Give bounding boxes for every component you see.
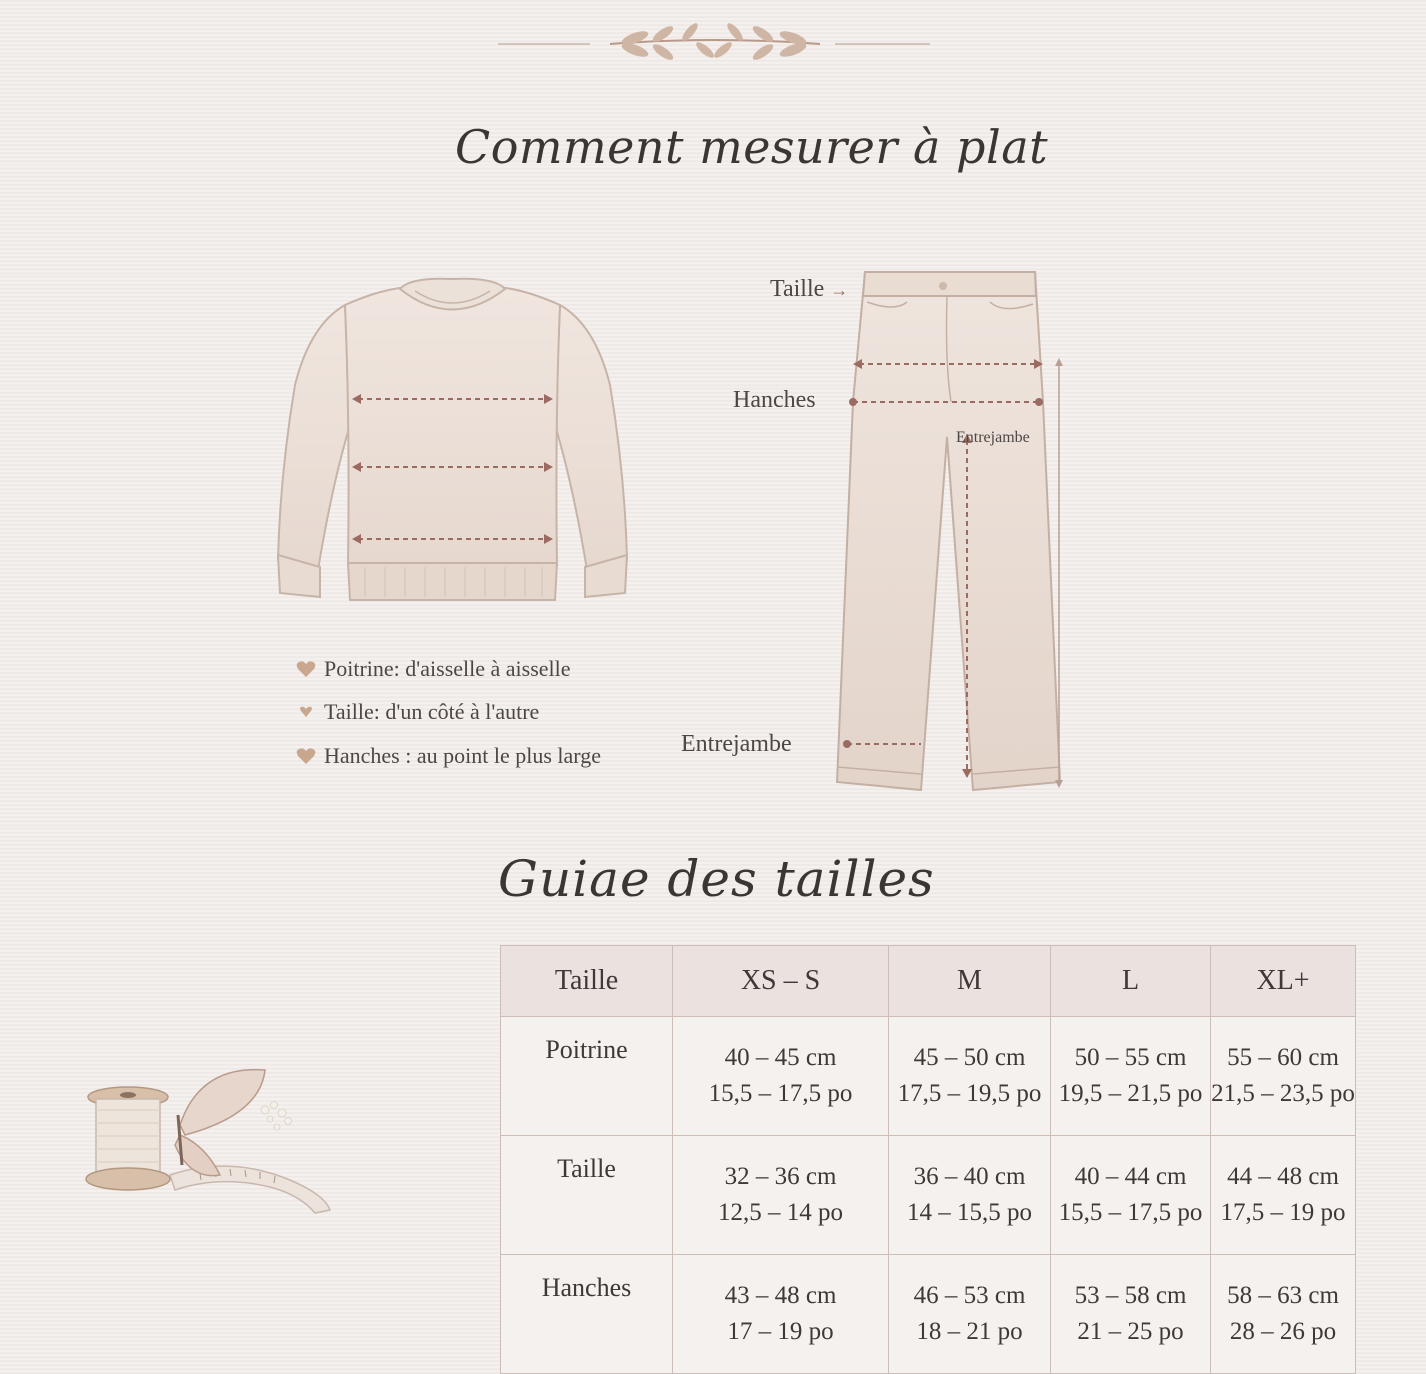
header-xs-s: XS – S [673,946,889,1017]
sweater-illustration [270,275,635,615]
table-cell: 53 – 58 cm 21 – 25 po [1051,1255,1211,1374]
legend-item-chest: Poitrine : d'aisselle à aisselle [296,656,571,682]
legend-desc: d'un côté à l'autre [385,699,540,724]
size-table [500,945,1356,1374]
table-row [501,1255,1356,1374]
legend-desc: au point le plus large [416,743,601,768]
legend-item-waist: Taille : d'un côté à l'autre [296,699,539,725]
row-label-waist: Taille [501,1136,673,1255]
legend-desc: d'aisselle à aisselle [405,656,571,681]
size-guide-title: Guiae des tailles [498,850,935,908]
table-cell: 45 – 50 cm 17,5 – 19,5 po [889,1017,1051,1136]
spool-butterfly-illustration [60,1055,350,1215]
hips-label: Hanches [733,387,816,413]
header-xl: XL+ [1211,946,1356,1017]
legend-term: Hanches [324,743,400,768]
row-label-chest: Poitrine [501,1017,673,1136]
inseam-label: Entrejambe [681,731,792,757]
legend-item-hips: Hanches : au point le plus large [296,743,601,769]
table-row [501,1136,1356,1255]
table-cell: 44 – 48 cm 17,5 – 19 po [1211,1136,1356,1255]
heart-icon [296,660,316,678]
table-cell: 36 – 40 cm 14 – 15,5 po [889,1136,1051,1255]
row-label-hips: Hanches [501,1255,673,1374]
table-cell: 58 – 63 cm 28 – 26 po [1211,1255,1356,1374]
table-cell: 40 – 44 cm 15,5 – 17,5 po [1051,1136,1211,1255]
legend-term: Taille [324,699,374,724]
heart-icon [296,703,316,721]
waist-label: Taille → [770,276,849,302]
header-m: M [889,946,1051,1017]
inseam-vertical-label: Entrejambe [956,429,1030,446]
heart-icon [296,747,316,765]
header-size: Taille [501,946,673,1017]
table-cell: 55 – 60 cm 21,5 – 23,5 po [1211,1017,1356,1136]
table-cell: 32 – 36 cm 12,5 – 14 po [673,1136,889,1255]
header-l: L [1051,946,1211,1017]
page-title: Comment mesurer à plat [455,120,1049,174]
table-cell: 46 – 53 cm 18 – 21 po [889,1255,1051,1374]
table-cell: 43 – 48 cm 17 – 19 po [673,1255,889,1374]
pants-illustration [825,262,1070,802]
table-header-row [501,946,1356,1017]
table-cell: 40 – 45 cm 15,5 – 17,5 po [673,1017,889,1136]
laurel-branch-icon [495,22,935,72]
legend-term: Poitrine [324,656,394,681]
table-row [501,1017,1356,1136]
table-cell: 50 – 55 cm 19,5 – 21,5 po [1051,1017,1211,1136]
